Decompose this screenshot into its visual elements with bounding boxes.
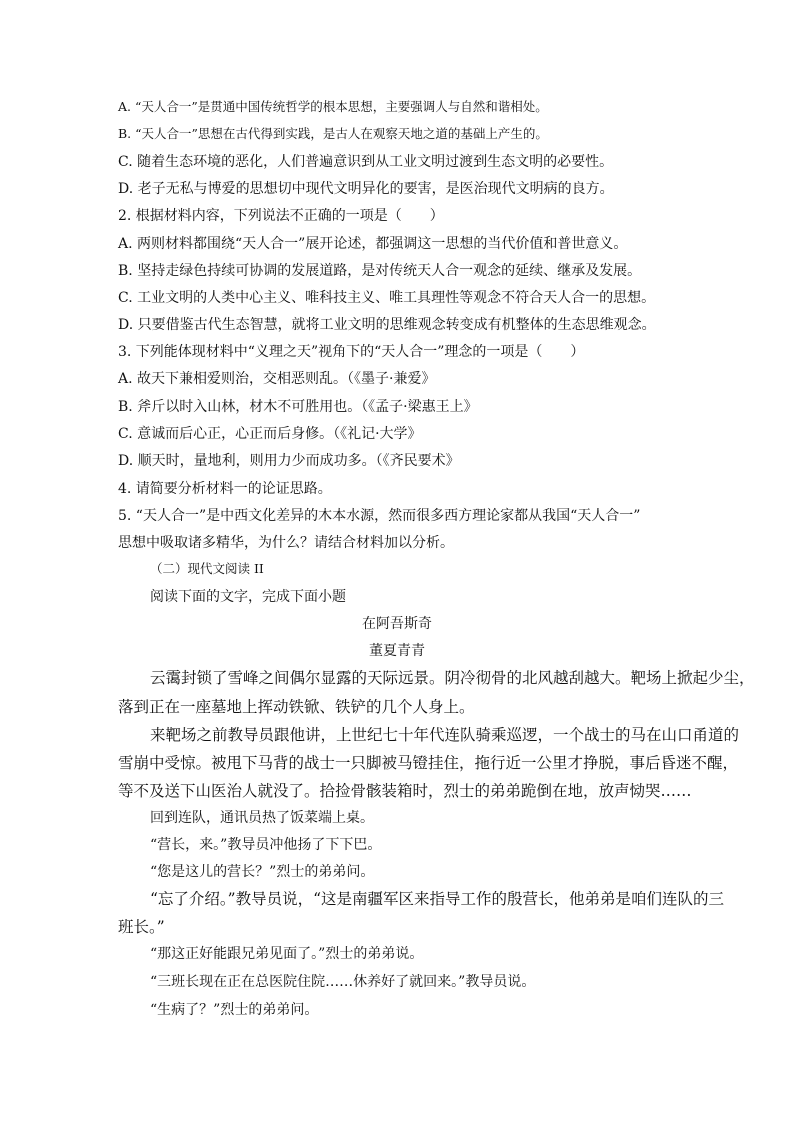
q2-stem: 2. 根据材料内容，下列说法不正确的一项是（ ） xyxy=(118,208,444,224)
q2-option-d: D. 只要借鉴古代生态智慧，就将工业文明的思维观念转变成有机整体的生态思维观念。 xyxy=(118,317,656,333)
q3-option-c: C. 意诚而后心正，心正而后身修。（《礼记·大学》 xyxy=(118,426,422,442)
article-line: 落到正在一座墓地上挥动铁锨、铁铲的几个人身上。 xyxy=(118,698,475,716)
article-line: “生病了？”烈士的弟弟问。 xyxy=(150,1002,319,1018)
article-author: 董夏青青 xyxy=(369,643,425,659)
section-heading: （二）现代文阅读 II xyxy=(150,561,264,576)
q2-option-a: A. 两则材料都围绕“天人合一”展开论述，都强调这一思想的当代价值和普世意义。 xyxy=(118,236,628,252)
article-line: “营长，来。”教导员冲他扬了下下巴。 xyxy=(150,837,382,853)
article-line: “忘了介绍。”教导员说，“这是南疆军区来指导工作的殷营长，他弟弟是咱们连队的三 xyxy=(150,890,725,908)
q3-option-d: D. 顺天时，量地利，则用力少而成功多。（《齐民要术》 xyxy=(118,453,460,469)
article-line: “您是这儿的营长？”烈士的弟弟问。 xyxy=(150,864,375,880)
article-line: 班长。” xyxy=(118,918,165,936)
article-line: 回到连队，通讯员热了饭菜端上桌。 xyxy=(150,810,374,826)
article-title: 在阿吾斯奇 xyxy=(362,616,432,632)
section-instruction: 阅读下面的文字，完成下面小题 xyxy=(150,589,346,605)
q5-stem-line1: 5. “天人合一”是中西文化差异的木本水源，然而很多西方理论家都从我国“天人合一” xyxy=(118,508,641,524)
q1-option-c: C. 随着生态环境的恶化，人们普遍意识到从工业文明过渡到生态文明的必要性。 xyxy=(118,154,614,170)
q1-option-a: A. “天人合一”是贯通中国传统哲学的根本思想，主要强调人与自然和谐相处。 xyxy=(118,99,548,114)
article-line: 等不及送下山医治人就没了。拾捡骨骸装箱时，烈士的弟弟跪倒在地，放声恸哭…… xyxy=(118,782,692,800)
q2-option-b: B. 坚持走绿色持续可协调的发展道路，是对传统天人合一观念的延续、继承及发展。 xyxy=(118,263,642,279)
article-line: 来靶场之前教导员跟他讲，上世纪七十年代连队骑乘巡逻，一个战士的马在山口甬道的 xyxy=(150,726,740,744)
q2-option-c: C. 工业文明的人类中心主义、唯科技主义、唯工具理性等观念不符合天人合一的思想。 xyxy=(118,290,656,306)
q3-option-b: B. 斧斤以时入山林，材木不可胜用也。（《孟子·梁惠王上》 xyxy=(118,399,478,415)
article-line: 云霭封锁了雪峰之间偶尔显露的天际远景。阴冷彻骨的北风越刮越大。靶场上掀起少尘， xyxy=(150,669,755,687)
q3-stem: 3. 下列能体现材料中“义理之天”视角下的“天人合一”理念的一项是（ ） xyxy=(118,344,585,360)
article-line: “三班长现在正在总医院住院……休养好了就回来。”教导员说。 xyxy=(150,974,536,990)
q3-option-a: A. 故天下兼相爱则治，交相恶则乱。（《墨子·兼爱》 xyxy=(118,371,436,387)
q1-option-b: B. “天人合一”思想在古代得到实践，是古人在观察天地之道的基础上产生的。 xyxy=(118,126,548,141)
q1-option-d: D. 老子无私与博爱的思想切中现代文明异化的要害，是医治现代文明病的良方。 xyxy=(118,181,614,197)
article-line: “那这正好能跟兄弟见面了。”烈士的弟弟说。 xyxy=(150,946,424,962)
q4-stem: 4. 请简要分析材料一的论证思路。 xyxy=(118,481,332,497)
q5-stem-line2: 思想中吸取诸多精华，为什么？请结合材料加以分析。 xyxy=(118,535,454,551)
article-line: 雪崩中受惊。被甩下马背的战士一只脚被马镫挂住，拖行近一公里才挣脱，事后昏迷不醒， xyxy=(118,754,739,772)
